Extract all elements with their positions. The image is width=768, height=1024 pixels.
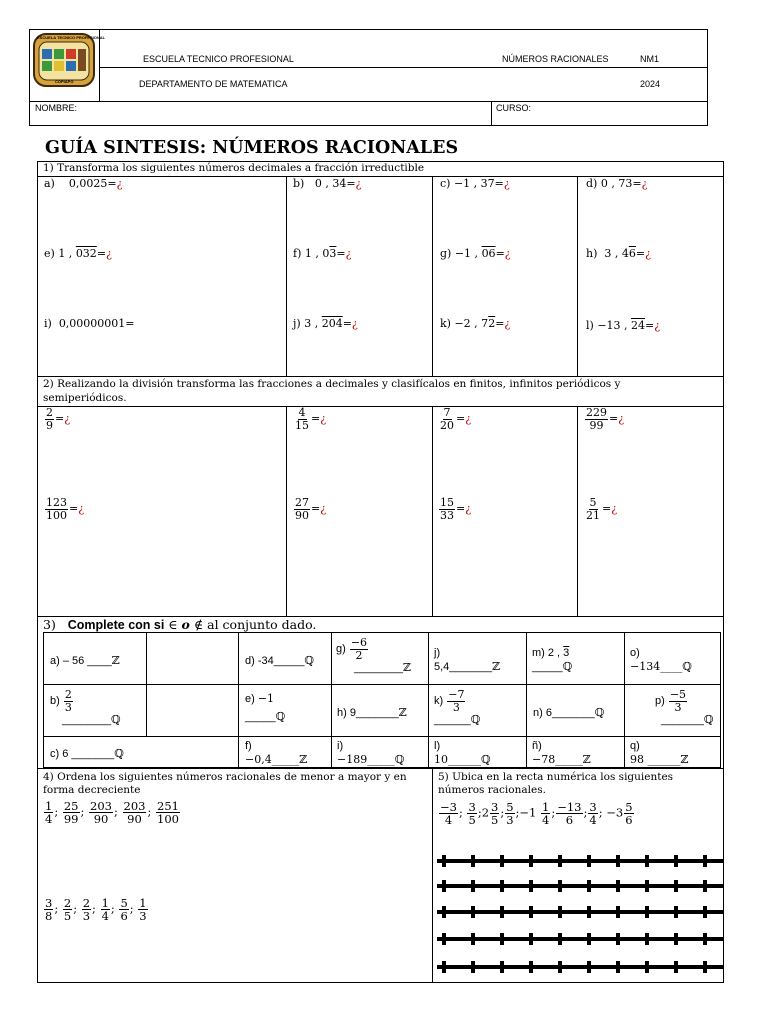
number-line-tick bbox=[529, 906, 533, 918]
number-line-tick bbox=[587, 855, 591, 867]
s3-cell-a[interactable]: a) – 56 ____ℤ bbox=[50, 654, 120, 667]
number-line-tick bbox=[529, 855, 533, 867]
number-line-tick bbox=[500, 855, 504, 867]
s1-col-2 bbox=[432, 176, 433, 376]
logo-subtext: COPIAPO bbox=[55, 79, 74, 84]
s4-list-2: $\frac{3}{8}$ ; $\frac{2}{5}$ ; $\frac{2}{3}$ ; $\frac{1}{4}$ ; $\frac{5}{6}$ ; $\frac{1}{3}$ bbox=[45, 896, 147, 924]
s3-cell-l[interactable]: l) 10______ℚ bbox=[434, 740, 491, 766]
number-line-tick bbox=[471, 933, 475, 945]
number-line-tick bbox=[616, 933, 620, 945]
s3-cell-o[interactable]: o) −134____ℚ bbox=[630, 647, 692, 673]
number-line-tick bbox=[500, 880, 504, 892]
number-line-tick bbox=[558, 880, 562, 892]
s3-cell-d[interactable]: d) -34_____ℚ bbox=[245, 654, 314, 667]
s3-col-6 bbox=[624, 632, 625, 768]
number-line-tick bbox=[587, 880, 591, 892]
number-line-tick bbox=[558, 855, 562, 867]
number-line-tick bbox=[703, 933, 707, 945]
number-line-tick bbox=[471, 961, 475, 973]
s3-instruction: 3) Complete con si ∈ o ∉ al conjunto dado. bbox=[43, 617, 317, 632]
s1-item-e: e) 1 , 032=¿ bbox=[44, 247, 112, 260]
s3-col-2 bbox=[238, 632, 239, 768]
s1-item-j: j) 3 , 204=¿ bbox=[293, 317, 358, 330]
number-line-tick bbox=[442, 880, 446, 892]
number-line-tick bbox=[471, 880, 475, 892]
s3-cell-j[interactable]: j) 5,4_______ℤ bbox=[434, 647, 501, 673]
s5-list: $\frac{-3}{4}$ ; $\frac{3}{5}$ ;2 $\frac{3}{5}$ ; $\frac{5}{3}$ ;−1 $\frac{1}{4}$ ; $\frac{-13}{6}$ ; $\frac{3}{4}$ ; −3 $\frac{5}{6}$ bbox=[440, 800, 633, 828]
number-line-tick bbox=[645, 906, 649, 918]
school-name: ESCUELA TECNICO PROFESIONAL bbox=[143, 54, 294, 64]
s2-fraction-7-20: $\frac{7}{20}$ =¿ bbox=[440, 406, 472, 432]
number-line-tick bbox=[558, 906, 562, 918]
number-line-tick bbox=[645, 880, 649, 892]
number-line-tick bbox=[645, 933, 649, 945]
number-line-tick bbox=[616, 906, 620, 918]
s3-row-1 bbox=[43, 684, 721, 685]
s3-cell-k[interactable]: k) $\frac{-7}{3}$ ______ℚ bbox=[434, 688, 481, 727]
s2-fraction-5-21: $\frac{5}{21}$ =¿ bbox=[586, 496, 618, 522]
s1-item-d: d) 0 , 73=¿ bbox=[586, 177, 648, 190]
school-logo bbox=[33, 33, 106, 87]
s45-divider bbox=[432, 768, 433, 983]
course-divider bbox=[491, 101, 492, 126]
s4-instruction: 4) Ordena los siguientes números racionales de menor a mayor y en forma decreciente bbox=[43, 771, 407, 796]
number-line-tick bbox=[587, 906, 591, 918]
s2-fraction-4-15: $\frac{4}{15}$ =¿ bbox=[295, 406, 327, 432]
number-line-tick bbox=[442, 961, 446, 973]
s3-col-4 bbox=[428, 632, 429, 768]
logo-text: ESCUELA TECNICO PROFESIONAL bbox=[37, 35, 106, 40]
s3-cell-p[interactable]: p) $\frac{-5}{3}$ _______ℚ bbox=[655, 688, 714, 727]
number-line[interactable] bbox=[437, 910, 723, 914]
s2-col-3 bbox=[577, 406, 578, 616]
number-line-tick bbox=[674, 855, 678, 867]
s1-item-b: b) 0 , 34=¿ bbox=[293, 177, 362, 190]
s1-item-k: k) −2 , 72=¿ bbox=[440, 317, 511, 330]
number-line[interactable] bbox=[437, 965, 723, 969]
number-line-tick bbox=[674, 961, 678, 973]
page-title: GUÍA SINTESIS: NÚMEROS RACIONALES bbox=[45, 138, 459, 158]
number-line-tick bbox=[529, 961, 533, 973]
number-line-tick bbox=[442, 906, 446, 918]
number-line-tick bbox=[703, 880, 707, 892]
number-line-tick bbox=[442, 933, 446, 945]
number-line[interactable] bbox=[437, 884, 723, 888]
number-line-tick bbox=[442, 855, 446, 867]
number-line-tick bbox=[587, 933, 591, 945]
s3-cell-g[interactable]: g) $\frac{-6}{2}$ ________ℤ bbox=[336, 636, 411, 675]
number-line-tick bbox=[616, 880, 620, 892]
header-box bbox=[29, 29, 708, 126]
number-line-tick bbox=[645, 855, 649, 867]
number-line[interactable] bbox=[437, 859, 723, 863]
s3-cell-h[interactable]: h) 9_______ℤ bbox=[337, 706, 407, 719]
s3-cell-c[interactable]: c) 6 _______ℚ bbox=[50, 747, 124, 760]
s1-item-i: i) 0,00000001= bbox=[44, 317, 135, 330]
s1-item-h: h) 3 , 46=¿ bbox=[586, 247, 652, 260]
number-line-tick bbox=[674, 880, 678, 892]
number-line-tick bbox=[587, 961, 591, 973]
number-line-tick bbox=[616, 961, 620, 973]
s3-cell-m[interactable]: m) 2 , 3 _____ℚ bbox=[532, 647, 573, 673]
s2-instruction: 2) Realizando la división transforma las fracciones a decimales y clasifícalos en finitos, infinitos periódicos y semiperiódicos. bbox=[43, 378, 621, 404]
header-divider bbox=[99, 67, 708, 68]
level: NM1 bbox=[640, 54, 660, 64]
number-line-tick bbox=[616, 855, 620, 867]
department-name: DEPARTAMENTO DE MATEMATICA bbox=[139, 79, 288, 89]
number-line-tick bbox=[500, 906, 504, 918]
number-line-tick bbox=[529, 880, 533, 892]
s1-col-1 bbox=[286, 176, 287, 376]
number-line-tick bbox=[674, 906, 678, 918]
number-line-tick bbox=[500, 933, 504, 945]
number-line-tick bbox=[703, 961, 707, 973]
s4-list-1: $\frac{1}{4}$ ; $\frac{25}{99}$ ; $\frac{203}{90}$ ; $\frac{203}{90}$ ; $\frac{251}{100}$ bbox=[45, 799, 179, 827]
s3-cell-i[interactable]: i) −189_____ℚ bbox=[337, 740, 405, 766]
number-line-tick bbox=[558, 933, 562, 945]
s1-col-3 bbox=[577, 176, 578, 376]
s2-fraction-229-99: $\frac{229}{99}$ =¿ bbox=[586, 406, 625, 432]
number-line[interactable] bbox=[437, 937, 723, 941]
name-label: NOMBRE: bbox=[35, 103, 78, 113]
s3-cell-f[interactable]: f) −0,4_____ℤ bbox=[245, 740, 308, 766]
s2-fraction-2-9: $\frac{2}{9}$ =¿ bbox=[46, 406, 71, 432]
number-line-tick bbox=[645, 961, 649, 973]
s2-fraction-123-100: $\frac{123}{100}$ =¿ bbox=[46, 496, 85, 522]
s3-cell-e[interactable]: e) −1 _____ℚ bbox=[245, 692, 286, 723]
s1-item-a: a) 0,0025=¿ bbox=[44, 177, 123, 190]
s45-top-line bbox=[37, 768, 724, 769]
subject-name: NÚMEROS RACIONALES bbox=[502, 54, 609, 64]
s3-col-3 bbox=[331, 632, 332, 768]
s5-instruction: 5) Ubica en la recta numérica los siguientes números racionales. bbox=[438, 771, 674, 796]
number-line-tick bbox=[703, 855, 707, 867]
number-line-tick bbox=[558, 961, 562, 973]
year: 2024 bbox=[640, 79, 661, 89]
s1-instruction: 1) Transforma los siguientes números decimales a fracción irreductible bbox=[43, 162, 425, 174]
s1-item-c: c) −1 , 37=¿ bbox=[440, 177, 510, 190]
s3-row-2 bbox=[43, 736, 721, 737]
s3-cell-q[interactable]: q) 98 ______ℤ bbox=[630, 740, 689, 766]
number-line-tick bbox=[500, 961, 504, 973]
s3-col-5 bbox=[526, 632, 527, 768]
s3-cell-nn[interactable]: ñ) −78_____ℤ bbox=[532, 740, 591, 766]
s1-item-g: g) −1 , 06=¿ bbox=[440, 247, 511, 260]
s1-item-l: l) −13 , 24=¿ bbox=[586, 319, 661, 332]
course-label: CURSO: bbox=[496, 103, 532, 113]
number-line-tick bbox=[703, 906, 707, 918]
s2-fraction-15-33: $\frac{15}{33}$ =¿ bbox=[440, 496, 472, 522]
s3-cell-n[interactable]: n) 6_______ℚ bbox=[533, 706, 605, 719]
header-divider-2 bbox=[29, 101, 708, 102]
number-line-tick bbox=[471, 855, 475, 867]
number-line-tick bbox=[471, 906, 475, 918]
number-line-tick bbox=[529, 933, 533, 945]
number-line-tick bbox=[674, 933, 678, 945]
s1-item-f: f) 1 , 03=¿ bbox=[293, 247, 352, 260]
s2-col-2 bbox=[432, 406, 433, 616]
s3-cell-b[interactable]: b) $\frac{2}{3}$ ________ℚ bbox=[50, 688, 121, 727]
s3-col-1 bbox=[146, 632, 147, 736]
s2-col-1 bbox=[286, 406, 287, 616]
s2-fraction-27-90: $\frac{27}{90}$ =¿ bbox=[295, 496, 327, 522]
